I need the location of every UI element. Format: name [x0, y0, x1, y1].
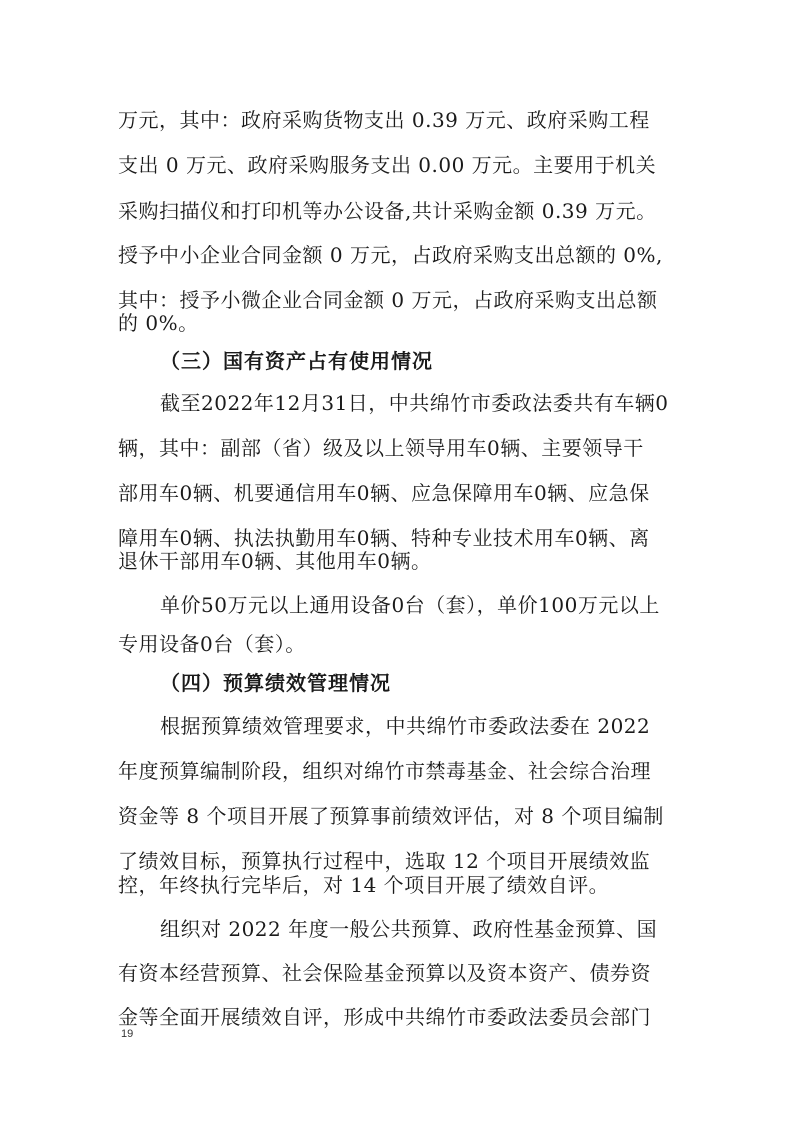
page-number: 19 [121, 1028, 134, 1040]
paragraph-line: 支出 0 万元、政府采购服务支出 0.00 万元。主要用于机关 [118, 153, 657, 177]
section-heading-assets: （三）国有资产占有使用情况 [160, 349, 433, 373]
section-heading-performance: （四）预算绩效管理情况 [160, 671, 391, 695]
paragraph-line: 组织对 2022 年度一般公共预算、政府性基金预算、国 [160, 917, 658, 941]
paragraph-line: 障用车0辆、执法执勤用车0辆、特种专业技术用车0辆、离 [118, 526, 650, 550]
paragraph-line: 的 0%。 [118, 311, 199, 335]
paragraph-line: 部用车0辆、机要通信用车0辆、应急保障用车0辆、应急保 [118, 481, 650, 505]
paragraph-line: 有资本经营预算、社会保险基金预算以及资本资产、债券资 [118, 961, 651, 985]
paragraph-line: 截至2022年12月31日，中共绵竹市委政法委共有车辆0 [160, 391, 669, 415]
paragraph-line: 专用设备0台（套）。 [118, 632, 306, 656]
paragraph-line: 年度预算编制阶段，组织对绵竹市禁毒基金、社会综合治理 [118, 759, 651, 783]
paragraph-line: 单价50万元以上通用设备0台（套），单价100万元以上 [160, 593, 660, 617]
paragraph-line: 辆，其中：副部（省）级及以上领导用车0辆、主要领导干 [118, 436, 644, 460]
paragraph-line: 根据预算绩效管理要求，中共绵竹市委政法委在 2022 [160, 714, 651, 738]
paragraph-line: 采购扫描仪和打印机等办公设备,共计采购金额 0.39 万元。 [118, 199, 657, 223]
paragraph-line: 金等全面开展绩效自评，形成中共绵竹市委政法委员会部门 [118, 1005, 651, 1029]
paragraph-line: 万元，其中：政府采购货物支出 0.39 万元、政府采购工程 [118, 108, 650, 132]
paragraph-line: 资金等 8 个项目开展了预算事前绩效评估，对 8 个项目编制 [118, 804, 664, 828]
paragraph-line: 授予中小企业合同金额 0 万元，占政府采购支出总额的 0%, [118, 243, 663, 267]
paragraph-line: 其中：授予小微企业合同金额 0 万元，占政府采购支出总额 [118, 288, 658, 312]
paragraph-line: 退休干部用车0辆、其他用车0辆。 [118, 549, 432, 573]
paragraph-line: 了绩效目标，预算执行过程中，选取 12 个项目开展绩效监 [118, 849, 651, 873]
paragraph-line: 控，年终执行完毕后，对 14 个项目开展了绩效自评。 [118, 873, 610, 897]
